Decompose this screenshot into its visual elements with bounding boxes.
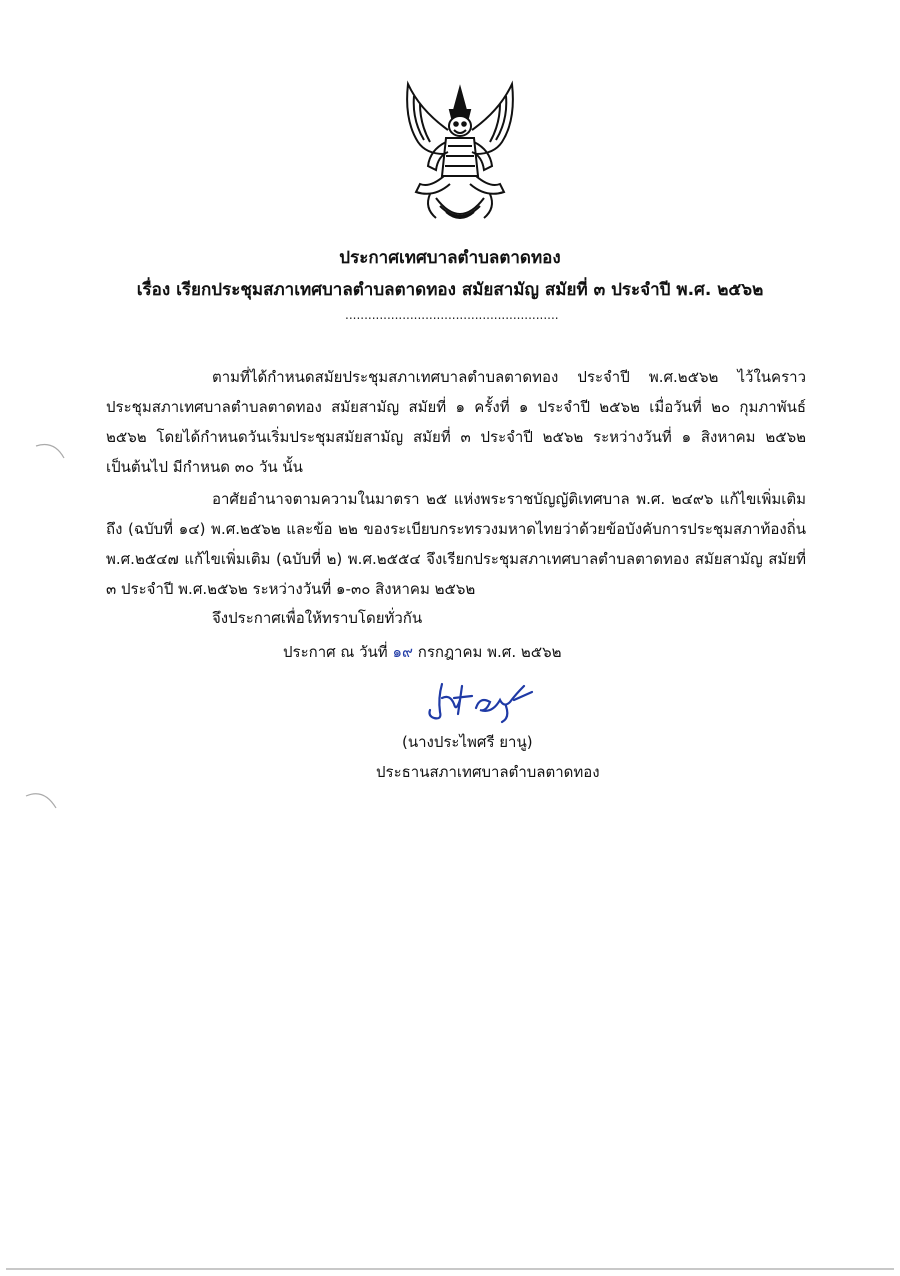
signatory-position: ประธานสภาเทศบาลตำบลตาดทอง [376, 763, 600, 781]
dateline-prefix: ประกาศ ณ วันที่ [283, 643, 393, 661]
scan-mark-icon [32, 438, 72, 478]
document-title: ประกาศเทศบาลตำบลตาดทอง [339, 248, 561, 268]
separator-dots: ........................................................ [345, 308, 559, 322]
announce-line: จึงประกาศเพื่อให้ทราบโดยทั่วกัน [212, 609, 423, 627]
document-subject: เรื่อง เรียกประชุมสภาเทศบาลตำบลตาดทอง สมัยสามัญ สมัยที่ ๓ ประจำปี พ.ศ. ๒๕๖๒ [136, 280, 764, 300]
dateline-day: ๑๙ [392, 643, 413, 661]
dateline [283, 640, 562, 664]
paragraph-2: อาศัยอำนาจตามความในมาตรา ๒๕ แห่งพระราชบัญญัติเทศบาล พ.ศ. ๒๔๙๖ แก้ไขเพิ่มเติมถึง (ฉบับที่ ๑๔) พ.ศ.๒๕๖๒ และข้อ ๒๒ ของระเบียบกระทรวงมหาดไทยว่าด้วยข้อบังคับการประชุมสภาท้องถิ่น พ.ศ.๒๕๔๗ แก้ไขเพิ่มเติม (ฉบับที่ ๒) พ.ศ.๒๕๕๔ จึงเรียกประชุมสภาเทศบาลตำบลตาดทอง สมัยสามัญ สมัยที่ ๓ ประจำปี พ.ศ.๒๕๖๒ ระหว่างวันที่ ๑-๓๐ สิงหาคม ๒๕๖๒ [106, 490, 806, 598]
scan-bottom-edge [6, 1268, 894, 1270]
signatory-name: (นางประไพศรี ยานู) [402, 733, 533, 751]
dateline-suffix: กรกฎาคม พ.ศ. ๒๕๖๒ [412, 643, 562, 661]
garuda-emblem-icon [390, 80, 530, 230]
paragraph-1: ตามที่ได้กำหนดสมัยประชุมสภาเทศบาลตำบลตาดทอง ประจำปี พ.ศ.๒๕๖๒ ไว้ในคราวประชุมสภาเทศบาลตำบลตาดทอง สมัยสามัญ สมัยที่ ๑ ครั้งที่ ๑ ประจำปี ๒๕๖๒ เมื่อวันที่ ๒๐ กุมภาพันธ์ ๒๕๖๒ โดยได้กำหนดวันเริ่มประชุมสมัยสามัญ สมัยที่ ๓ ประจำปี ๒๕๖๒ ระหว่างวันที่ ๑ สิงหาคม ๒๕๖๒ เป็นต้นไป มีกำหนด ๓๐ วัน นั้น [106, 368, 806, 476]
handwritten-signature [420, 678, 540, 726]
scan-mark-icon [22, 786, 62, 826]
